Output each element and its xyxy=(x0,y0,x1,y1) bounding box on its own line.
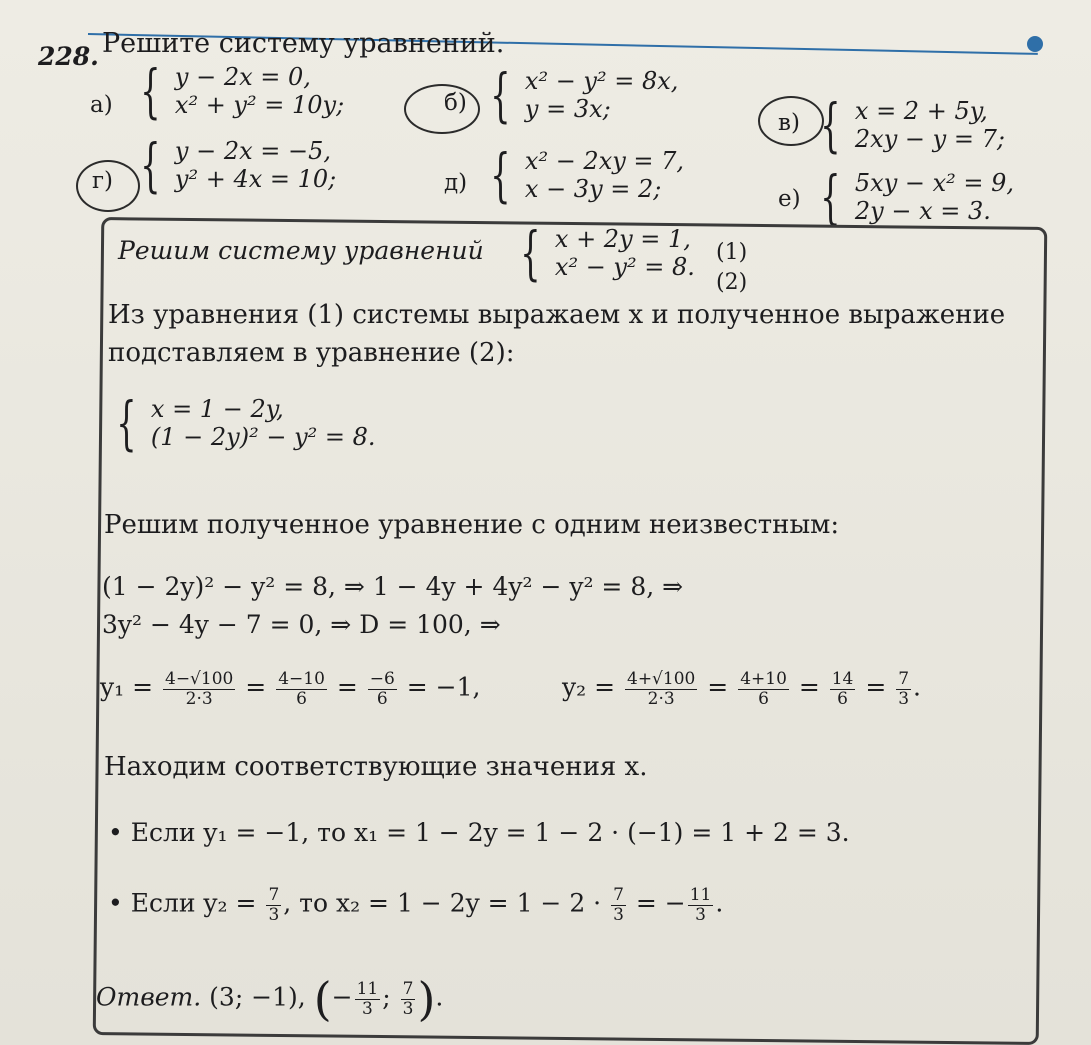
pen-circle xyxy=(404,84,480,134)
item-b-label: б) xyxy=(444,90,467,116)
denominator: 2·3 xyxy=(185,688,213,709)
substitution-system xyxy=(108,389,376,458)
task-title: Решите систему уравнений. xyxy=(102,28,505,59)
fraction xyxy=(738,670,789,708)
fraction xyxy=(688,886,714,924)
item-c-system xyxy=(812,91,1005,160)
brace-icon: { xyxy=(116,389,137,458)
brace-icon: { xyxy=(490,61,511,130)
item-e-eq1: 5xy − x² = 9, xyxy=(854,169,1015,197)
fraction xyxy=(401,980,416,1018)
numerator: 4+√100 xyxy=(627,669,696,689)
numerator: −6 xyxy=(369,669,395,689)
denominator: 3 xyxy=(695,904,706,925)
item-c-eq2: 2xy − y = 7; xyxy=(854,124,1005,153)
numerator: 7 xyxy=(898,669,910,689)
brace-icon: { xyxy=(490,141,511,210)
fraction xyxy=(368,670,397,708)
denominator: 3 xyxy=(898,688,910,709)
item-b-system xyxy=(482,61,679,130)
task-number: 228. xyxy=(38,42,99,71)
paren-open: ( xyxy=(313,971,332,1026)
item-g-eq2: y² + 4x = 10; xyxy=(174,164,337,193)
fraction xyxy=(163,670,235,708)
paragraph-2: Решим полученное уравнение с одним неизвестным: xyxy=(104,510,840,540)
item-g-eq1: y − 2x = −5, xyxy=(174,137,332,165)
brace-icon: { xyxy=(820,163,841,232)
denominator: 3 xyxy=(268,904,280,925)
substitution-eq1: x = 1 − 2y, xyxy=(150,395,284,423)
y1-result: = −1, xyxy=(406,672,481,702)
item-c-eq1: x = 2 + 5y, xyxy=(854,97,988,125)
numerator: 7 xyxy=(402,979,414,999)
solution-system xyxy=(512,219,695,288)
paragraph-1-line-1: Из уравнения (1) системы выражаем x и полученное выражение xyxy=(108,300,1006,330)
denominator: 6 xyxy=(837,688,848,709)
case-2-start: • Если y₂ = xyxy=(108,888,257,918)
item-d-system xyxy=(482,141,685,210)
numerator: 4+10 xyxy=(740,669,787,689)
calc-line-1: (1 − 2y)² − y² = 8, ⇒ 1 − 4y + 4y² − y² = 8, ⇒ xyxy=(102,572,684,601)
item-c-label: в) xyxy=(778,110,800,136)
y1-computation: y₁ = $\frac{4-√100}{2\cdot 3}$ = $\frac{4-10}{6}$ = $\frac{-6}{6}$ = −1, xyxy=(100,669,481,709)
numerator: 7 xyxy=(613,885,624,905)
brace-icon: { xyxy=(820,91,841,160)
numerator: 14 xyxy=(831,669,854,689)
paren-close: ) xyxy=(417,971,436,1026)
numerator: 4−10 xyxy=(278,669,325,689)
item-a-eq2: x² + y² = 10y; xyxy=(174,90,345,119)
brace-icon: { xyxy=(140,131,161,200)
y2-computation: y₂ = $\frac{4+√100}{2\cdot 3}$ = $\frac{4+10}{6}$ = $\frac{14}{6}$ = $\frac{7}{3}$ . xyxy=(562,669,921,709)
item-b-eq1: x² − y² = 8x, xyxy=(524,67,679,95)
numerator: 11 xyxy=(689,885,712,905)
item-a-system xyxy=(132,57,345,126)
y2-lhs: y₂ = xyxy=(562,672,616,702)
denominator: 2·3 xyxy=(647,688,675,709)
fraction xyxy=(830,670,856,708)
item-e-label: е) xyxy=(778,186,801,212)
item-a-label: а) xyxy=(90,92,113,118)
case-2-middle: , то x₂ = 1 − 2y = 1 − 2 · xyxy=(283,888,602,918)
item-d-label: д) xyxy=(444,170,468,196)
denominator: 3 xyxy=(613,904,624,925)
numerator: 4−√100 xyxy=(165,669,234,689)
fraction xyxy=(266,886,281,924)
case-2-equals: = − xyxy=(635,888,686,918)
denominator: 3 xyxy=(362,998,373,1019)
paragraph-1-line-2: подставляем в уравнение (2): xyxy=(108,338,515,368)
item-g-system xyxy=(132,131,337,200)
denominator: 3 xyxy=(402,998,414,1019)
solution-sys-eq2: x² − y² = 8. xyxy=(554,252,695,281)
item-e-system xyxy=(812,163,1015,232)
fraction xyxy=(276,670,327,708)
fraction xyxy=(625,670,697,708)
denominator: 6 xyxy=(758,688,769,709)
answer-first-pair: (3; −1), xyxy=(209,982,306,1012)
item-b-eq2: y = 3x; xyxy=(524,94,611,123)
fraction xyxy=(611,886,626,924)
numerator: 11 xyxy=(356,979,379,999)
header-rule-dot xyxy=(1027,36,1043,52)
case-1: • Если y₁ = −1, то x₁ = 1 − 2y = 1 − 2 · (−1) = 1 + 2 = 3. xyxy=(108,818,850,847)
brace-icon: { xyxy=(520,219,541,288)
answer-label: Ответ. xyxy=(96,982,202,1012)
solution-sys-eq1: x + 2y = 1, xyxy=(554,225,691,253)
denominator: 6 xyxy=(296,688,307,709)
item-a-eq1: y − 2x = 0, xyxy=(174,63,311,91)
substitution-eq2: (1 − 2y)² − y² = 8. xyxy=(150,422,376,451)
answer-line: Ответ. (3; −1), (− $\frac{11}{3}$ ; $\frac{7}{3}$ ). xyxy=(96,971,444,1026)
fraction xyxy=(355,980,381,1018)
item-e-eq2: 2y − x = 3. xyxy=(854,196,991,225)
calc-line-2: 3y² − 4y − 7 = 0, ⇒ D = 100, ⇒ xyxy=(102,610,501,639)
fraction xyxy=(896,670,911,708)
denominator: 6 xyxy=(376,688,388,709)
equation-tag-1: (1) xyxy=(716,240,748,265)
case-2: • Если y₂ = $\frac{7}{3}$ , то x₂ = 1 − 2y = 1 − 2 · $\frac{7}{3}$ = − $\frac{11}{3}$ . xyxy=(108,885,724,925)
equation-tag-2: (2) xyxy=(716,270,748,295)
item-d-eq2: x − 3y = 2; xyxy=(524,174,662,203)
paragraph-3: Находим соответствующие значения x. xyxy=(104,752,648,782)
solution-intro: Решим систему уравнений xyxy=(118,236,484,265)
item-g-label: г) xyxy=(92,168,114,194)
y1-lhs: y₁ = xyxy=(100,672,154,702)
item-d-eq1: x² − 2xy = 7, xyxy=(524,147,685,175)
brace-icon: { xyxy=(140,57,161,126)
numerator: 7 xyxy=(268,885,280,905)
